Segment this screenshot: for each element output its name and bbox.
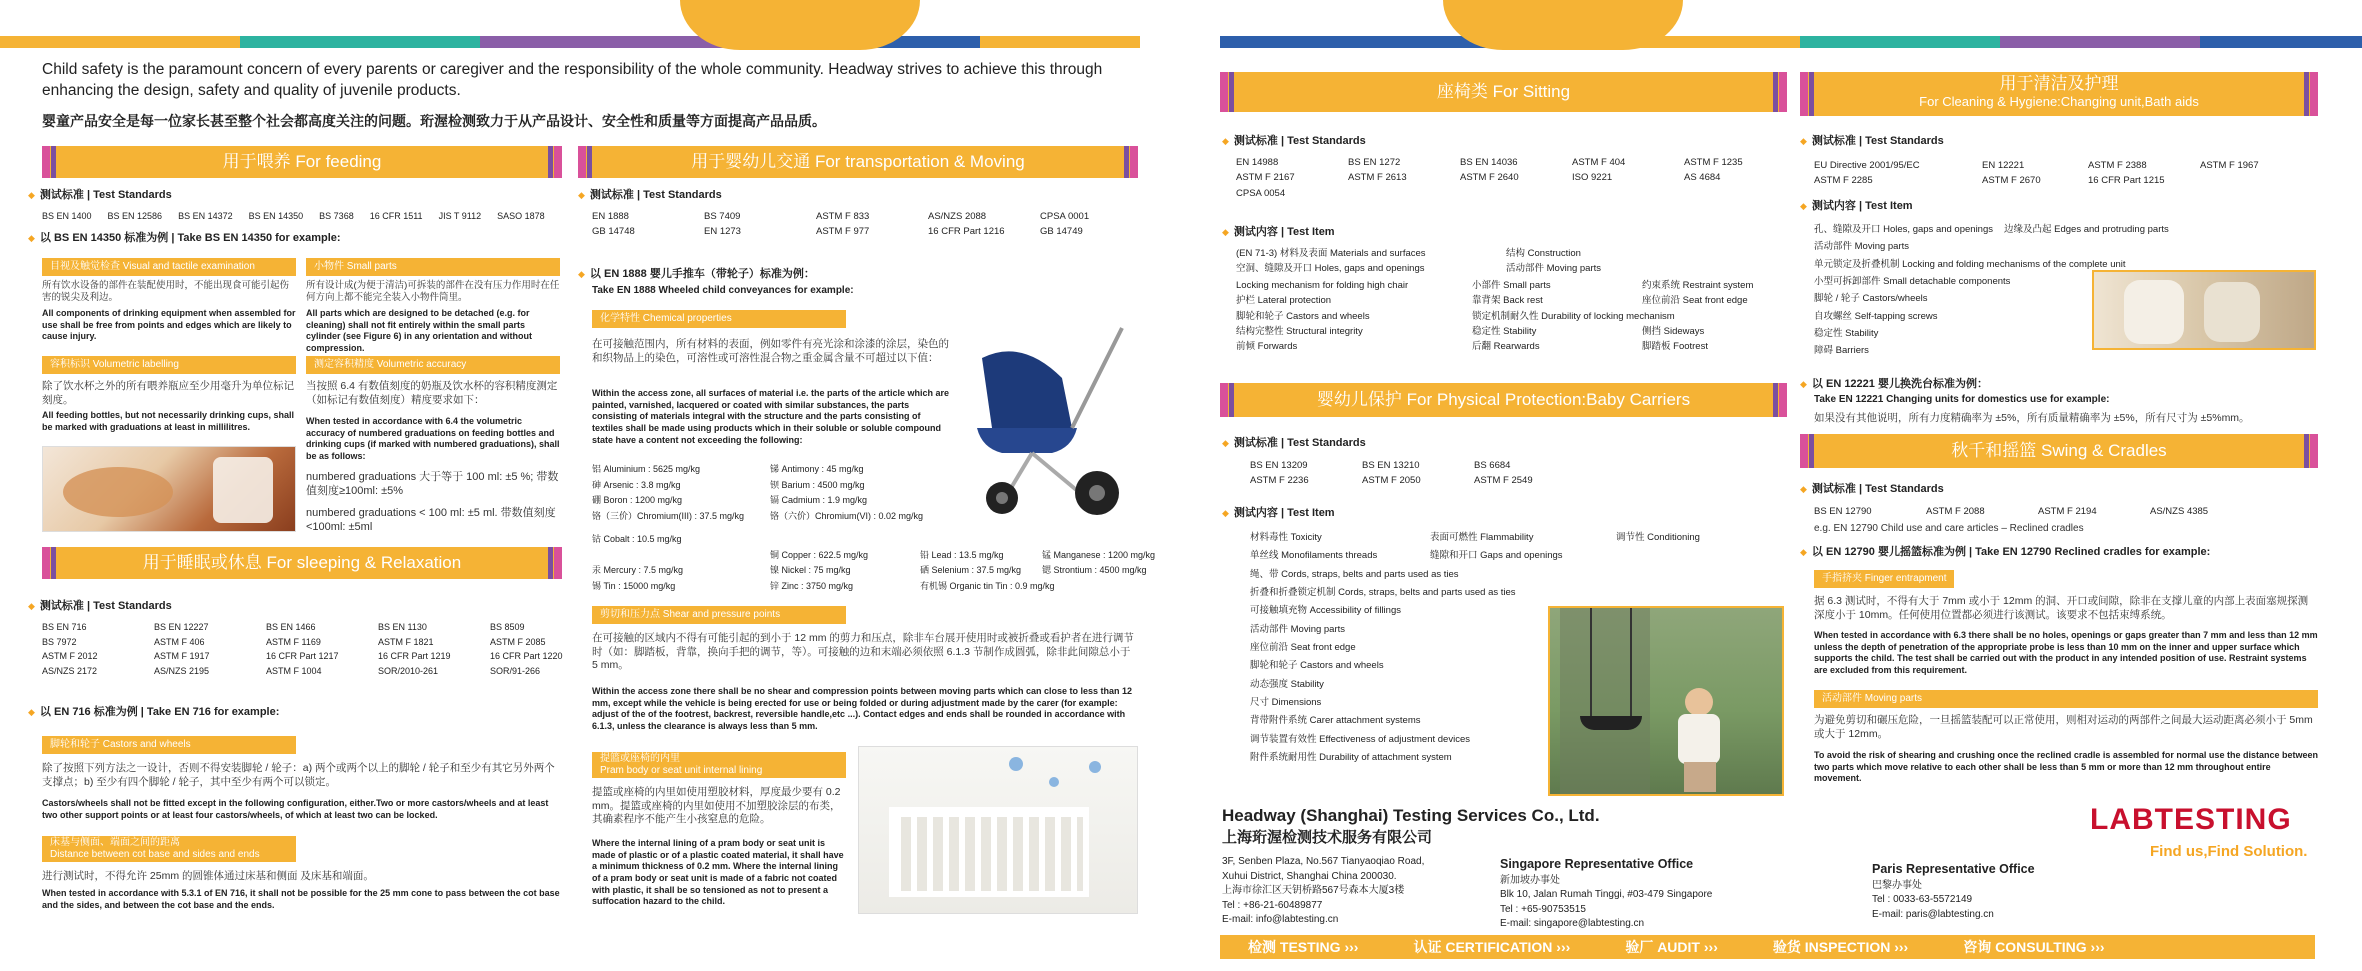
test-item-label: ◆ 测试内容 | Test Item [1222,225,1335,239]
section-header-feeding: 用于喂养 For feeding [42,146,562,178]
swing-photo [1548,606,1784,796]
transport-standards: EN 1888 BS 7409 ASTM F 833 AS/NZS 2088 CPSA 0001 GB 14748 EN 1273 ASTM F 977 16 CFR Part 1216 GB 14749 [592,211,1090,238]
feeding-p3-cn: 除了饮水杯之外的所有喂养瓶应至少用毫升为单位标记刻度。 [42,380,294,406]
transport-example: ◆ 以 EN 1888 婴儿手推车（带轮子）标准为例： [578,267,815,281]
sleeping-p1-en: Castors/wheels shall not be fitted except in the following configuration, either.Two or more castors/wheels and at least two other support points or at least four castors/wheels, of which at least two can be locked. [42,798,549,820]
transport-p2-en: Within the access zone there shall be no shear and compression points between moving parts which can close to less than 12 mm, except while the vehicle is being erected for use or being folded or during adjustment made by the carer (for example: adjust of the of the footrest, backrest, reversible handle,etc ...). Contact edges and ends shall be rounded in accordance with 6.1.3, unless the clearance is always less than 5 mm. [592,686,1133,732]
page-tab-right [1443,0,1683,50]
service-audit: 验厂 AUDIT ››› [1625,938,1718,956]
test-standards-label: ◆ 测试标准 | Test Standards [28,599,172,613]
cleaning-standards: EU Directive 2001/95/EC EN 12221 ASTM F 2388 ASTM F 1967 ASTM F 2285 ASTM F 2670 16 CFR Part 1215 [1814,160,2259,187]
transport-p2-cn: 在可接触的区域内不得有可能引起的到小于 12 mm 的剪力和压点，除非车台展开使用时或被折叠或看护者在进行调节时（如：脚踏板，背靠，换向手把的调节，等）。可接触的边和末端必须依照 6.1.3 节制作成圆弧，除非此间隙总小于 5 mm。 [592,632,1134,672]
swing-standards: BS EN 12790 ASTM F 2088 ASTM F 2194 AS/NZS 4385 [1814,506,2209,517]
feeding-p4-cn: 当按照 6.4 有数值刻度的奶瓶及饮水杯的容积精度测定（如标记有数值刻度）精度要求如下： [306,380,558,406]
subheading-castors: 脚轮和轮子 Castors and wheels [42,736,296,754]
cleaning-example-en: Take EN 12221 Changing units for domestics use for example: [1814,394,2110,405]
top-stripe-right [1220,36,2362,48]
section-header-carriers: 婴幼儿保护 For Physical Protection:Baby Carriers [1220,383,1787,417]
sitting-items: (EN 71-3) 材料及表面 Materials and surfaces 结构 Construction 空洞、缝隙及开口 Holes, gaps and openings 活动部件 Moving parts [1236,248,1602,275]
subheading-moving: 活动部件 Moving parts [1814,690,2318,708]
top-stripe-left [0,36,1140,48]
subheading-volumetric-labelling: 容积标识 Volumetric labelling [42,356,296,374]
transport-p1-en: Within the access zone, all surfaces of material i.e. the parts of the article which are painted, varnished, lacquered or coated with similar substances, the parts consisting of materials integral with the structure and the parts consisting of textiles shall be made using products which in their soluble or soluble compound state have a content not exceeding the following: [592,388,950,445]
section-header-cleaning: 用于清洁及护理 For Cleaning & Hygiene:Changing unit,Bath aids [1800,72,2318,116]
swing-p1-cn: 据 6.3 测试时，不得有大于 7mm 或小于 12mm 的洞、开口或间隙，除非在支撑儿童的内部上表面塞规探测深度小于 10mm。任何使用位置都必须进行该测试。该要求不包括束缚系统。 [1814,595,2309,621]
test-standards-label: ◆ 测试标准 | Test Standards [1222,436,1366,450]
sitting-standards: EN 14988 BS EN 1272 BS EN 14036 ASTM F 404 ASTM F 1235 ASTM F 2167 ASTM F 2613 ASTM F 2640 ISO 9221 AS 4684 CPSA 0054 [1236,157,1743,199]
service-testing: 检测 TESTING ››› [1248,938,1358,956]
subheading-finger: 手指挤夹 Finger entrapment [1814,570,1954,588]
feeding-p2-en: All parts which are designed to be detached (e.g. for cleaning) shall not fit entirely within the small parts cylinder (see Figure 6) in any orientation and without compression. [306,308,533,354]
section-header-sleeping: 用于睡眠或休息 For sleeping & Relaxation [42,547,562,579]
feeding-example: ◆ 以 BS EN 14350 标准为例 | Take BS EN 14350 for example: [28,231,341,245]
feeding-p3-en: All feeding bottles, but not necessarily drinking cups, shall be marked with graduations at least in millilitres. [42,410,295,432]
carrier-items: 材料毒性 Toxicity 表面可燃性 Flammability 调节性 Conditioning 单丝线 Monofilaments threads 缝隙和开口 Gaps and openings 绳、带 Cords, straps, belts and parts used as ties 折叠和折叠锁定机制 Cords, straps, belts and parts used as ties 可接触填充物 Accessibility of fillings 活动部件 Moving parts 座位前沿 Seat front edge 脚轮和轮子 Castors and wheels 动态强度 Stability 尺寸 Dimensions 背带附件系统 Carer attachment systems 调节装置有效性 Effectiveness of adjustment devices 附件系统耐用性 Durability of attachment system [1250,532,1700,764]
office-singapore: Singapore Representative Office 新加坡办事处 Blk 10, Jalan Rumah Tinggi, #03-479 Singapore Tel : +65-90753515 E-mail: singapore@labtesting.cn [1500,857,1713,929]
subheading-pram-lining: 提篮或座椅的内里 Pram body or seat unit internal lining [592,752,846,778]
feeding-p4-a: numbered graduations 大于等于 100 ml: ±5 %; 带数值刻度≥100ml: ±5% [306,471,559,498]
cleaning-example: ◆ 以 EN 12221 婴儿换洗台标准为例： [1800,377,1988,391]
test-standards-label: ◆ 测试标准 | Test Standards [578,188,722,202]
subheading-shear: 剪切和压力点 Shear and pressure points [592,606,846,624]
page-tab-left [680,0,920,50]
subheading-visual: 目视及触觉检查 Visual and tactile examination [42,258,296,276]
feeding-p4-b: numbered graduations < 100 ml: ±5 ml. 带数值刻度<100ml: ±5ml [306,507,556,534]
test-item-label: ◆ 测试内容 | Test Item [1800,199,1913,213]
cleaning-items: 孔、缝隙及开口 Holes, gaps and openings 边缘及凸起 Edges and protruding parts 活动部件 Moving parts 单元锁定及折叠机制 Locking and folding mechanisms of the complete unit 小型可拆卸部件 Small detachable components 脚轮 / 轮子 Castors/wheels 自攻螺丝 Self-tapping screws 稳定性 Stability 障碍 Barriers [1814,224,2169,357]
labtesting-logo: LABTESTING [2090,803,2292,836]
service-certification: 认证 CERTIFICATION ››› [1413,938,1570,956]
swing-eg: e.g. EN 12790 Child use and care articles – Reclined cradles [1814,523,2084,534]
office-shanghai: 3F, Senben Plaza, No.567 Tianyaoqiao Road, Xuhui District, Shanghai China 200030. 上海市徐汇区天钥桥路567号森本大厦3楼 Tel : +86-21-60489877 E-mail: info@labtesting.cn [1222,856,1425,925]
transport-p1-cn: 在可接触范围内，所有材料的表面，例如零件有亮光涂和涂漆的涂层，染色的和织物品上的染色，可溶性或可溶性混合物之重金属含量不可超过以下值： [592,338,949,364]
company-name-cn: 上海珩渥检测技术服务有限公司 [1222,829,1433,846]
services-bar [1220,935,2315,959]
cleaning-note: 如果没有其他说明，所有力度精确率为 ±5%，所有质量精确率为 ±5%，所有尺寸为 ±5%mm。 [1814,412,2250,424]
subheading-cot-distance: 床基与侧面、端面之间的距离 Distance between cot base and sides and ends [42,836,296,862]
feeding-p1-cn: 所有饮水设备的部件在装配使用时，不能出现食可能引起伤害的锐尖及利边。 [42,280,290,304]
swing-p1-en: When tested in accordance with 6.3 there shall be no holes, openings or gaps greater than 7 mm and less than 12 mm unless the depth of penetration of the appropriate probe is less than 10 mm on the inner and upper surface which supports the child. The test shall be carried out with the product in any intended position of use. Restraint systems are excluded from this requirement. [1814,630,2318,676]
subheading-volumetric-accuracy: 测定容积精度 Volumetric accuracy [306,356,560,374]
sitting-items-2: Locking mechanism for folding high chair 小部件 Small parts 约束系统 Restraint system 护栏 Lateral protection 靠背架 Back rest 座位前沿 Seat front edge 脚轮和轮子 Castors and wheels 锁定机制耐久性 Durability of locking mechanism 结构完整性 Structural integrity 稳定性 Stability 侧挡 Sideways 前倾 Forwards 后翻 Rearwards 脚踏板 Footrest [1236,280,1754,353]
stroller-photo [962,318,1138,518]
feeding-bottle-photo [42,446,296,532]
service-consulting: 咨询 CONSULTING ››› [1963,938,2104,956]
crib-photo [858,746,1138,914]
subheading-small-parts: 小物件 Small parts [306,258,560,276]
carrier-standards: BS EN 13209 BS EN 13210 BS 6684 ASTM F 2236 ASTM F 2050 ASTM F 2549 [1250,460,1533,487]
metal-limits-2: 钴 Cobalt : 10.5 mg/kg 铜 Copper : 622.5 mg/kg 铅 Lead : 13.5 mg/kg 锰 Manganese : 1200 mg/kg 汞 Mercury : 7.5 mg/kg 镍 Nickel : 75 mg/kg 硒 Selenium : 37.5 mg/kg 锶 Strontium : 4500 mg/kg 锡 Tin : 15000 mg/kg 锌 Zinc : 3750 mg/kg 有机锡 Organic tin Tin : 0.9 mg/kg [592,534,1156,592]
subheading-chemical: 化学特性 Chemical properties [592,310,846,328]
test-standards-label: ◆ 测试标准 | Test Standards [1222,134,1366,148]
swing-example: ◆ 以 EN 12790 婴儿摇篮标准为例 | Take EN 12790 Reclined cradles for example: [1800,545,2210,559]
transport-example-en: Take EN 1888 Wheeled child conveyances for example: [592,285,854,296]
sleeping-p2-en: When tested in accordance with 5.3.1 of EN 716, it shall not be possible for the 25 mm cone to pass between the cot base and the sides, and between the cot base and the ends. [42,888,560,910]
test-standards-label: ◆ 测试标准 | Test Standards [1800,134,1944,148]
sleeping-standards: BS EN 716 BS EN 12227 BS EN 1466 BS EN 1130 BS 8509 BS 7972 ASTM F 406 ASTM F 1169 ASTM F 1821 ASTM F 2085 ASTM F 2012 ASTM F 1917 16 CFR Part 1217 16 CFR Part 1219 16 CFR Part 1220 AS/NZS 2172 AS/NZS 2195 ASTM F 1004 SOR/2010-261 SOR/91-266 [42,622,563,677]
slogan: Find us,Find Solution. [2150,843,2308,860]
section-header-swing: 秋千和摇篮 Swing & Cradles [1800,434,2318,468]
feeding-p4-en: When tested in accordance with 6.4 the volumetric accuracy of numbered graduations on feeding bottles and drinking cups (if marked with numbered graduations), shall be as follows: [306,416,560,462]
section-header-sitting: 座椅类 For Sitting [1220,72,1787,112]
company-name-en: Headway (Shanghai) Testing Services Co., Ltd. [1222,806,1600,825]
transport-p3-cn: 提篮或座椅的内里如使用塑胶材料，厚度最少要有 0.2 mm。提篮或座椅的内里如使用不加塑胶涂层的布类，其确素程序不能产生小孩窒息的危险。 [592,786,841,826]
sleeping-example: ◆ 以 EN 716 标准为例 | Take EN 716 for example: [28,705,279,719]
sleeping-p1-cn: 除了按照下列方法之一设计，否则不得安装脚轮 / 轮子：a) 两个或两个以上的脚轮 / 轮子和至少有其它另外两个支撑点；b) 至少有四个脚轮 / 轮子，其中至少有两个可以锁定。 [42,762,555,788]
office-paris: Paris Representative Office 巴黎办事处 Tel : 0033-63-5572149 E-mail: paris@labtesting.cn [1872,862,2035,920]
section-header-transport: 用于婴幼儿交通 For transportation & Moving [578,146,1138,178]
intro-text-cn: 婴童产品安全是每一位家长甚至整个社会都高度关注的问题。珩渥检测致力于从产品设计、安全性和质量等方面提高产品品质。 [42,113,826,129]
transport-p3-en: Where the internal lining of a pram body or seat unit is made of plastic or of a plastic coated material, it shall have a minimum thickness of 0.2 mm. Where the internal lining of a pram body or seat unit is made of a fabric not coated with plastic, it shall be so tensioned as not to present a suffocation hazard to the child. [592,838,844,907]
swing-p2-en: To avoid the risk of shearing and crushing once the reclined cradle is assembled for normal use the distance between two parts which move relative to each other shall be less than 5 mm or more than 12 mm throughout entire movement. [1814,750,2318,784]
test-standards-label: ◆ 测试标准 | Test Standards [28,188,172,202]
service-inspection: 验货 INSPECTION ››› [1773,938,1908,956]
sleeping-p2-cn: 进行测试时，不得允许 25mm 的圆锥体通过床基和侧面 及床基和端面。 [42,870,374,882]
feeding-p1-en: All components of drinking equipment when assembled for use shall be free from points and edges which are likely to cause injury. [42,308,296,342]
test-item-label: ◆ 测试内容 | Test Item [1222,506,1335,520]
swing-p2-cn: 为避免剪切和碾压危险，一旦摇篮装配可以正常使用，则相对运动的两部件之间最大运动距离必须小于 5mm 或大于 12mm。 [1814,714,2313,740]
car-seat-photo [2092,270,2316,350]
feeding-standards: BS EN 1400 BS EN 12586 BS EN 14372 BS EN 14350 BS 7368 16 CFR 1511 JIS T 9112 SASO 1878 [42,211,545,221]
metal-limits: 铝 Aluminium : 5625 mg/kg 锑 Antimony : 45 mg/kg 砷 Arsenic : 3.8 mg/kg 钡 Barium : 4500 mg/kg 硼 Boron : 1200 mg/kg 镉 Cadmium : 1.9 mg/kg 铬（三价）Chromium(III) : 37.5 mg/kg 铬（六价）Chromium(VI) : 0.02 mg/kg [592,464,924,522]
intro-text: Child safety is the paramount concern of every parents or caregiver and the responsibility of the whole community. Headway strives to achieve this through enhancing the design, safety and quality of juvenile products. [42,61,1103,99]
test-standards-label: ◆ 测试标准 | Test Standards [1800,482,1944,496]
feeding-p2-cn: 所有设计成(为便于清洁)可拆装的部件在没有压力作用时在任何方向上都不能完全装入小物件筒里。 [306,280,560,304]
